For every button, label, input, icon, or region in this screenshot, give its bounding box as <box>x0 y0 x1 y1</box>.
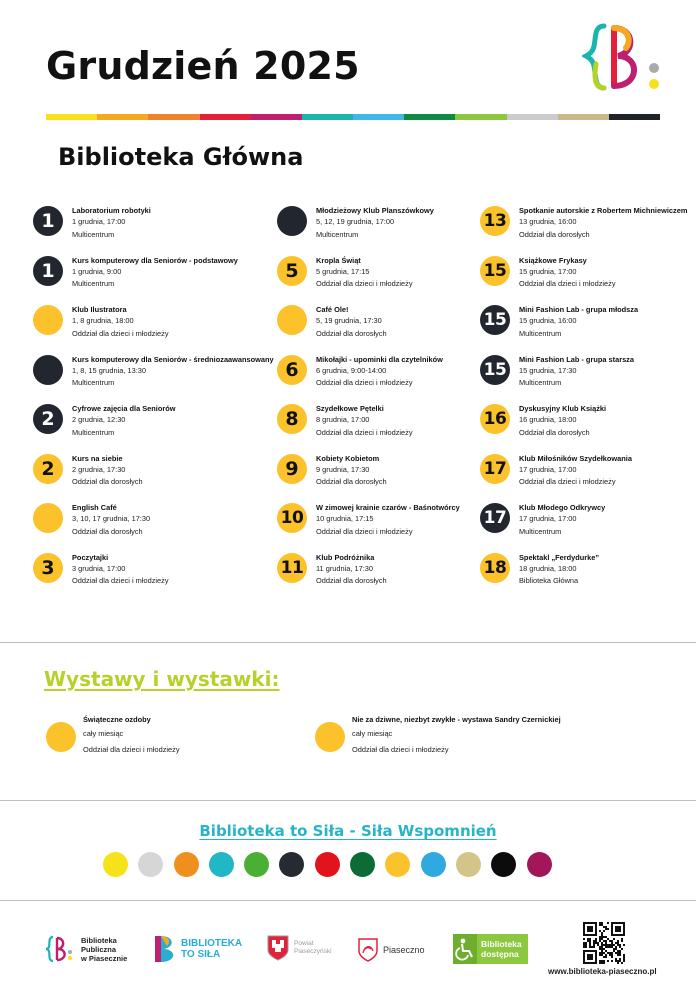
event-date: 5, 12, 19 grudnia, 17:00 <box>316 217 395 226</box>
event-item <box>33 552 243 602</box>
event-place: Multicentrum <box>519 328 562 338</box>
event-date: 5 grudnia, 17:15 <box>316 266 370 276</box>
divider <box>0 800 696 801</box>
dostepna-line: Biblioteka <box>481 939 522 949</box>
biblioteka-dostepna-logo[interactable] <box>453 934 528 964</box>
page-title: Grudzień 2025 <box>46 44 360 88</box>
event-badge: 1 <box>33 206 63 236</box>
event-badge: 18 <box>480 553 510 583</box>
event-date: 15 grudnia, 16:00 <box>519 316 577 325</box>
event-item <box>277 453 487 503</box>
event-badge: 15 <box>480 256 510 286</box>
event-date: 9 grudnia, 17:30 <box>316 464 370 474</box>
event-item <box>277 255 487 305</box>
event-title: Spotkanie autorskie z Robertem Michniewiczem <box>519 206 688 215</box>
event-title: Kurs komputerowy dla Seniorów - podstawowy <box>72 255 238 265</box>
color-bar-segment <box>200 114 251 120</box>
bp-logo-line: w Piasecznie <box>81 953 128 963</box>
event-date: 15 grudnia, 17:00 <box>519 266 577 276</box>
event-title: W zimowej krainie czarów - Baśnotwórcy <box>316 503 460 512</box>
exhibition-place: Oddział dla dzieci i młodzieży <box>352 745 449 754</box>
event-badge: 15 <box>480 305 510 335</box>
event-title: Café Ole! <box>316 305 349 314</box>
bts-logo-line: BIBLIOTEKA <box>181 938 243 949</box>
library-logo <box>582 18 664 98</box>
event-badge: 2 <box>33 404 63 434</box>
event-place: Multicentrum <box>72 378 115 387</box>
event-place: Oddział dla dorosłych <box>316 477 387 486</box>
bp-logo-line: Publiczna <box>81 944 117 954</box>
event-title: Klub Ilustratora <box>72 305 127 314</box>
event-place: Multicentrum <box>519 526 562 536</box>
event-title: Klub Młodego Odkrywcy <box>519 503 606 512</box>
event-title: Książkowe Frykasy <box>519 255 587 265</box>
color-bar-segment <box>558 114 609 120</box>
exhibition-place: Oddział dla dzieci i młodzieży <box>83 745 180 754</box>
color-dots <box>103 852 552 877</box>
event-badge <box>33 355 63 385</box>
event-badge <box>315 722 345 752</box>
event-place: Oddział dla dorosłych <box>316 576 387 585</box>
event-date: 2 grudnia, 17:30 <box>72 464 126 474</box>
color-bar-segment <box>302 114 353 120</box>
event-place: Oddział dla dorosłych <box>519 229 590 239</box>
exhibition-title: Świąteczne ozdoby <box>83 715 151 724</box>
event-item <box>480 304 690 354</box>
event-place: Oddział dla dzieci i młodzieży <box>316 526 413 536</box>
event-title: Kurs komputerowy dla Seniorów - średniozaawansowany <box>72 354 274 364</box>
color-dot <box>244 852 269 877</box>
color-dot <box>138 852 163 877</box>
color-bar-segment <box>404 114 455 120</box>
piaseczno-logo[interactable] <box>357 937 425 963</box>
piaseczno-crest-icon <box>357 937 379 963</box>
color-dot <box>279 852 304 877</box>
section-title: Biblioteka Główna <box>58 143 304 171</box>
color-bar-segment <box>97 114 148 120</box>
event-title: Szydełkowe Pętelki <box>316 404 384 413</box>
events-column-3 <box>480 205 690 601</box>
event-place: Multicentrum <box>519 378 562 387</box>
events-column-2 <box>277 205 487 601</box>
event-item <box>277 502 487 552</box>
event-date: 17 grudnia, 17:00 <box>519 514 577 523</box>
event-badge: 9 <box>277 454 307 484</box>
accessibility-icon <box>453 934 477 964</box>
bts-logo-icon <box>153 934 177 964</box>
event-badge <box>46 722 76 752</box>
event-item <box>480 205 690 255</box>
color-dot <box>491 852 516 877</box>
event-title: Kurs na siebie <box>72 453 123 463</box>
powiat-line: Piaseczyński <box>294 948 332 955</box>
event-place: Oddział dla dorosłych <box>519 427 590 437</box>
footer <box>0 912 696 986</box>
event-title: Poczytajki <box>72 552 109 562</box>
bp-logo-line: Biblioteka <box>81 935 117 945</box>
event-place: Oddział dla dzieci i młodzieży <box>72 576 169 585</box>
event-place: Multicentrum <box>72 427 115 437</box>
event-item <box>480 502 690 552</box>
event-place: Oddział dla dzieci i młodzieży <box>316 279 413 288</box>
event-item <box>33 255 243 305</box>
event-badge <box>277 305 307 335</box>
event-title: Mikołajki - upominki dla czytelników <box>316 354 443 364</box>
color-bar-segment <box>353 114 404 120</box>
event-badge: 11 <box>277 553 307 583</box>
color-dot <box>385 852 410 877</box>
exhibitions-title: Wystawy i wystawki: <box>44 667 280 691</box>
event-date: 3 grudnia, 17:00 <box>72 563 126 573</box>
event-badge: 6 <box>277 355 307 385</box>
event-badge <box>277 206 307 236</box>
event-badge: 13 <box>480 206 510 236</box>
color-bar <box>46 114 660 120</box>
powiat-line: Powiat <box>294 940 314 947</box>
event-item <box>33 205 243 255</box>
color-bar-segment <box>251 114 302 120</box>
powiat-logo[interactable] <box>266 934 332 962</box>
event-badge: 8 <box>277 404 307 434</box>
color-dot <box>103 852 128 877</box>
event-date: 6 grudnia, 9:00-14:00 <box>316 365 387 375</box>
event-title: Spektakl „Ferdydurke” <box>519 552 600 562</box>
event-item <box>277 403 487 453</box>
piaseczno-label: Piaseczno <box>383 945 425 955</box>
event-title: Dyskusyjny Klub Książki <box>519 404 607 413</box>
bp-logo-icon <box>45 934 75 964</box>
event-item <box>480 255 690 305</box>
event-place: Multicentrum <box>316 229 359 239</box>
divider <box>0 642 696 643</box>
event-date: 13 grudnia, 16:00 <box>519 217 577 226</box>
color-dot <box>209 852 234 877</box>
exhibition-date: cały miesiąc <box>352 729 393 738</box>
event-date: 1, 8 grudnia, 18:00 <box>72 316 134 325</box>
event-item <box>33 354 274 404</box>
event-date: 1 grudnia, 9:00 <box>72 266 122 276</box>
event-date: 2 grudnia, 12:30 <box>72 415 126 424</box>
event-date: 5, 19 grudnia, 17:30 <box>316 316 382 325</box>
color-bar-segment <box>455 114 506 120</box>
event-badge: 17 <box>480 454 510 484</box>
event-item <box>277 304 487 354</box>
events-column-1 <box>33 205 274 601</box>
event-badge: 1 <box>33 256 63 286</box>
color-dot <box>456 852 481 877</box>
event-place: Oddział dla dorosłych <box>72 477 143 486</box>
event-place: Multicentrum <box>72 279 115 288</box>
event-item <box>33 502 243 552</box>
event-badge: 5 <box>277 256 307 286</box>
event-place: Oddział dla dzieci i młodzieży <box>316 427 413 437</box>
event-title: Kobiety Kobietom <box>316 453 380 463</box>
website-url[interactable]: www.biblioteka-piaseczno.pl <box>548 967 657 976</box>
event-item <box>33 304 243 354</box>
event-badge: 15 <box>480 355 510 385</box>
color-dot <box>421 852 446 877</box>
event-place: Oddział dla dzieci i młodzieży <box>316 378 413 387</box>
event-date: 10 grudnia, 17:15 <box>316 514 374 523</box>
biblioteka-to-sila-logo[interactable] <box>153 934 242 964</box>
color-dot <box>315 852 340 877</box>
event-title: Mini Fashion Lab - grupa młodsza <box>519 305 639 314</box>
event-badge: 17 <box>480 503 510 533</box>
bts-logo-line: TO SIŁA <box>181 949 221 960</box>
qr-code-icon[interactable] <box>583 922 625 964</box>
event-place: Oddział dla dzieci i młodzieży <box>72 328 169 338</box>
event-date: 17 grudnia, 17:00 <box>519 464 577 474</box>
event-badge: 16 <box>480 404 510 434</box>
event-place: Biblioteka Główna <box>519 576 579 585</box>
event-title: Mini Fashion Lab - grupa starsza <box>519 354 634 364</box>
divider <box>0 900 696 901</box>
event-badge: 3 <box>33 553 63 583</box>
event-title: Młodzieżowy Klub Planszówkowy <box>316 206 434 215</box>
event-title: Klub Miłośników Szydełkowania <box>519 453 632 463</box>
event-date: 3, 10, 17 grudnia, 17:30 <box>72 514 151 523</box>
color-dot <box>174 852 199 877</box>
event-item <box>277 552 487 602</box>
event-title: English Café <box>72 503 117 512</box>
event-title: Kropla Świąt <box>316 255 361 265</box>
event-date: 15 grudnia, 17:30 <box>519 365 577 375</box>
event-badge <box>33 305 63 335</box>
event-place: Oddział dla dzieci i młodzieży <box>519 279 616 288</box>
event-title: Laboratorium robotyki <box>72 206 151 215</box>
event-title: Klub Podróżnika <box>316 552 375 562</box>
color-bar-segment <box>46 114 97 120</box>
event-item <box>33 403 243 453</box>
event-place: Oddział dla dzieci i młodzieży <box>519 477 616 486</box>
color-bar-segment <box>507 114 558 120</box>
exhibition-date: cały miesiąc <box>83 729 124 738</box>
event-item <box>480 403 690 453</box>
event-date: 8 grudnia, 17:00 <box>316 415 370 424</box>
coat-of-arms-icon <box>266 934 290 962</box>
color-bar-segment <box>609 114 660 120</box>
exhibition-title: Nie za dziwne, niezbyt zwykłe - wystawa Sandry Czernickiej <box>352 715 561 724</box>
event-item <box>33 453 243 503</box>
color-bar-segment <box>148 114 199 120</box>
event-place: Multicentrum <box>72 229 115 239</box>
event-item <box>277 354 487 404</box>
color-dot <box>527 852 552 877</box>
event-item <box>277 205 487 255</box>
slogan-link[interactable]: Biblioteka to Siła - Siła Wspomnień <box>199 822 497 840</box>
event-badge <box>33 503 63 533</box>
event-date: 1, 8, 15 grudnia, 13:30 <box>72 365 146 375</box>
event-date: 16 grudnia, 18:00 <box>519 415 577 424</box>
event-date: 1 grudnia, 17:00 <box>72 217 126 226</box>
event-item <box>480 354 690 404</box>
event-item <box>480 552 690 602</box>
event-item <box>480 453 690 503</box>
event-date: 11 grudnia, 17:30 <box>316 563 373 573</box>
color-dot <box>350 852 375 877</box>
bp-logo[interactable] <box>45 934 127 964</box>
event-badge: 2 <box>33 454 63 484</box>
event-title: Cyfrowe zajęcia dla Seniorów <box>72 404 176 413</box>
dostepna-line: dostępna <box>481 949 519 959</box>
event-place: Oddział dla dorosłych <box>316 328 387 338</box>
event-date: 18 grudnia, 18:00 <box>519 563 577 573</box>
event-badge: 10 <box>277 503 307 533</box>
event-place: Oddział dla dorosłych <box>72 526 143 536</box>
